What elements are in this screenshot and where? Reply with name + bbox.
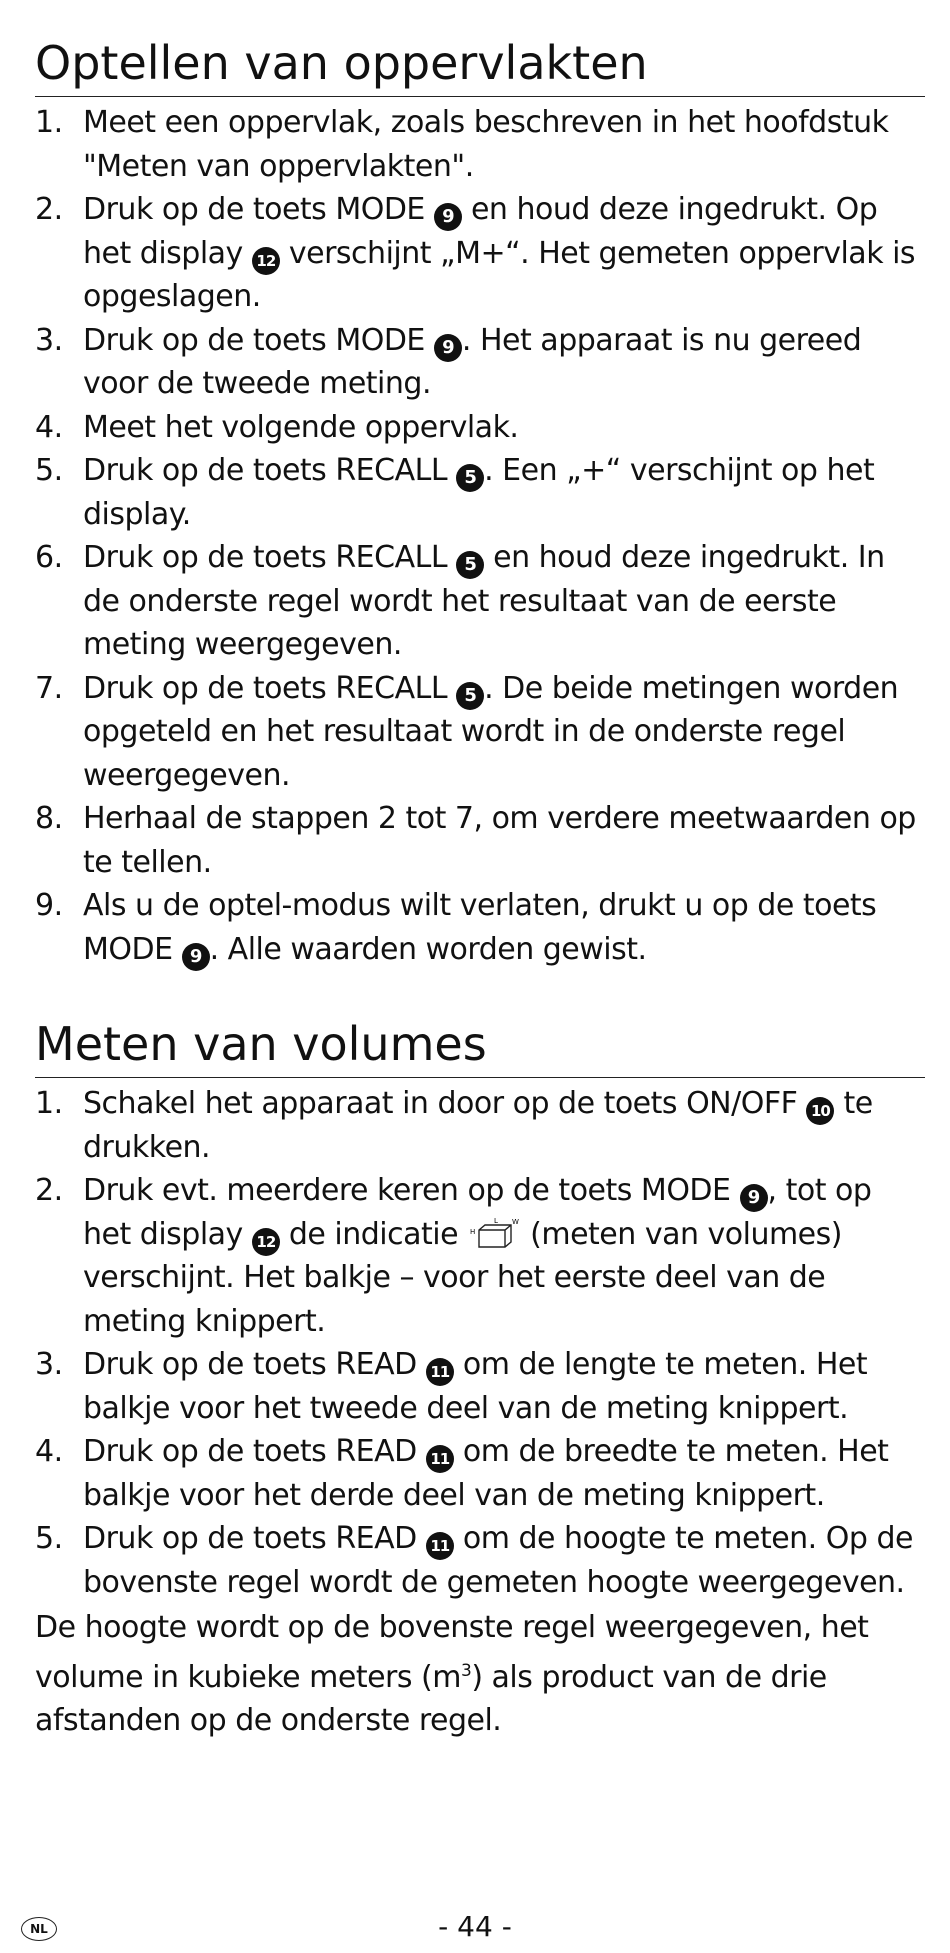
list-item: 9. Als u de optel-modus wilt verlaten, drukt u op de toets MODE 9 . Alle waarden worden gewist.: [35, 884, 925, 971]
item-number: 1.: [35, 1086, 63, 1121]
page-content: [35, 34, 925, 1743]
reference-badge: 11: [426, 1358, 454, 1386]
reference-badge: 11: [426, 1445, 454, 1473]
item-number: 9.: [35, 888, 63, 923]
steps-list: [35, 101, 925, 971]
list-item: 5. Druk op de toets RECALL 5 . Een „+“ verschijnt op het display.: [35, 449, 925, 536]
list-item: 1. Meet een oppervlak, zoals beschreven in het hoofdstuk "Meten van oppervlakten".: [35, 101, 925, 188]
reference-badge: 11: [426, 1532, 454, 1560]
list-item: 4. Meet het volgende oppervlak.: [35, 406, 925, 450]
section-volumes: [35, 1015, 925, 1743]
item-number: 6.: [35, 540, 63, 575]
list-item: 2. Druk op de toets MODE 9 en houd deze ingedrukt. Op het display 12 verschijnt „M+“. Het gemeten oppervlak is opgeslagen.: [35, 188, 925, 319]
list-item: 4. Druk op de toets READ 11 om de breedte te meten. Het balkje voor het derde deel van de meting knippert.: [35, 1430, 925, 1517]
section-title: Meten van volumes: [35, 1015, 925, 1078]
item-number: 5.: [35, 1521, 63, 1556]
reference-badge: 9: [740, 1184, 768, 1212]
list-item: 3. Druk op de toets MODE 9 . Het apparaat is nu gereed voor de tweede meting.: [35, 319, 925, 406]
volume-icon-label: H: [470, 1227, 475, 1236]
list-item: 6. Druk op de toets RECALL 5 en houd deze ingedrukt. In de onderste regel wordt het resultaat van de eerste meting weergegeven.: [35, 536, 925, 667]
volume-icon: [467, 1216, 521, 1250]
section-title: Optellen van oppervlakten: [35, 34, 925, 97]
item-number: 1.: [35, 105, 63, 140]
reference-badge: 10: [806, 1097, 834, 1125]
page-number: - 44 -: [438, 1910, 512, 1943]
item-number: 5.: [35, 453, 63, 488]
item-number: 2.: [35, 192, 63, 227]
section-optellen: [35, 34, 925, 971]
volume-note: De hoogte wordt op de bovenste regel weergegeven, het volume in kubieke meters $(m^3)$ als product van de drie afstanden op de onderste regel.: [35, 1610, 869, 1738]
reference-badge: 12: [252, 247, 280, 275]
list-item: 3. Druk op de toets READ 11 om de lengte te meten. Het balkje voor het tweede deel van de meting knippert.: [35, 1343, 925, 1430]
list-item: 8. Herhaal de stappen 2 tot 7, om verdere meetwaarden op te tellen.: [35, 797, 925, 884]
reference-badge: 9: [434, 334, 462, 362]
volume-icon-label: W: [512, 1217, 519, 1226]
reference-badge: 9: [182, 943, 210, 971]
language-badge: NL: [21, 1917, 57, 1941]
reference-badge: 5: [456, 551, 484, 579]
list-item: 1. Schakel het apparaat in door op de toets ON/OFF 10 te drukken.: [35, 1082, 925, 1169]
list-item: 7. Druk op de toets RECALL 5 . De beide metingen worden opgeteld en het resultaat wordt in de onderste regel weergegeven.: [35, 667, 925, 798]
item-number: 2.: [35, 1173, 63, 1208]
item-number: 8.: [35, 801, 63, 836]
item-number: 7.: [35, 670, 63, 706]
item-number: 3.: [35, 322, 63, 358]
item-number: 4.: [35, 1434, 63, 1469]
reference-badge: 12: [252, 1228, 280, 1256]
list-item: 5. Druk op de toets READ 11 om de hoogte te meten. Op de bovenste regel wordt de gemeten hoogte weergegeven.: [35, 1517, 925, 1604]
item-number: 3.: [35, 1347, 63, 1382]
reference-badge: 9: [434, 203, 462, 231]
reference-badge: 5: [456, 464, 484, 492]
steps-list: [35, 1082, 925, 1604]
list-item: 2. Druk evt. meerdere keren op de toets MODE 9 , tot op het display 12 de indicatie H L W (meten van volumes) verschijnt. Het balkje – voor het eerste deel van de meting knippert.: [35, 1169, 925, 1343]
reference-badge: 5: [456, 682, 484, 710]
volume-icon-label: L: [494, 1216, 498, 1225]
item-number: 4.: [35, 409, 63, 445]
